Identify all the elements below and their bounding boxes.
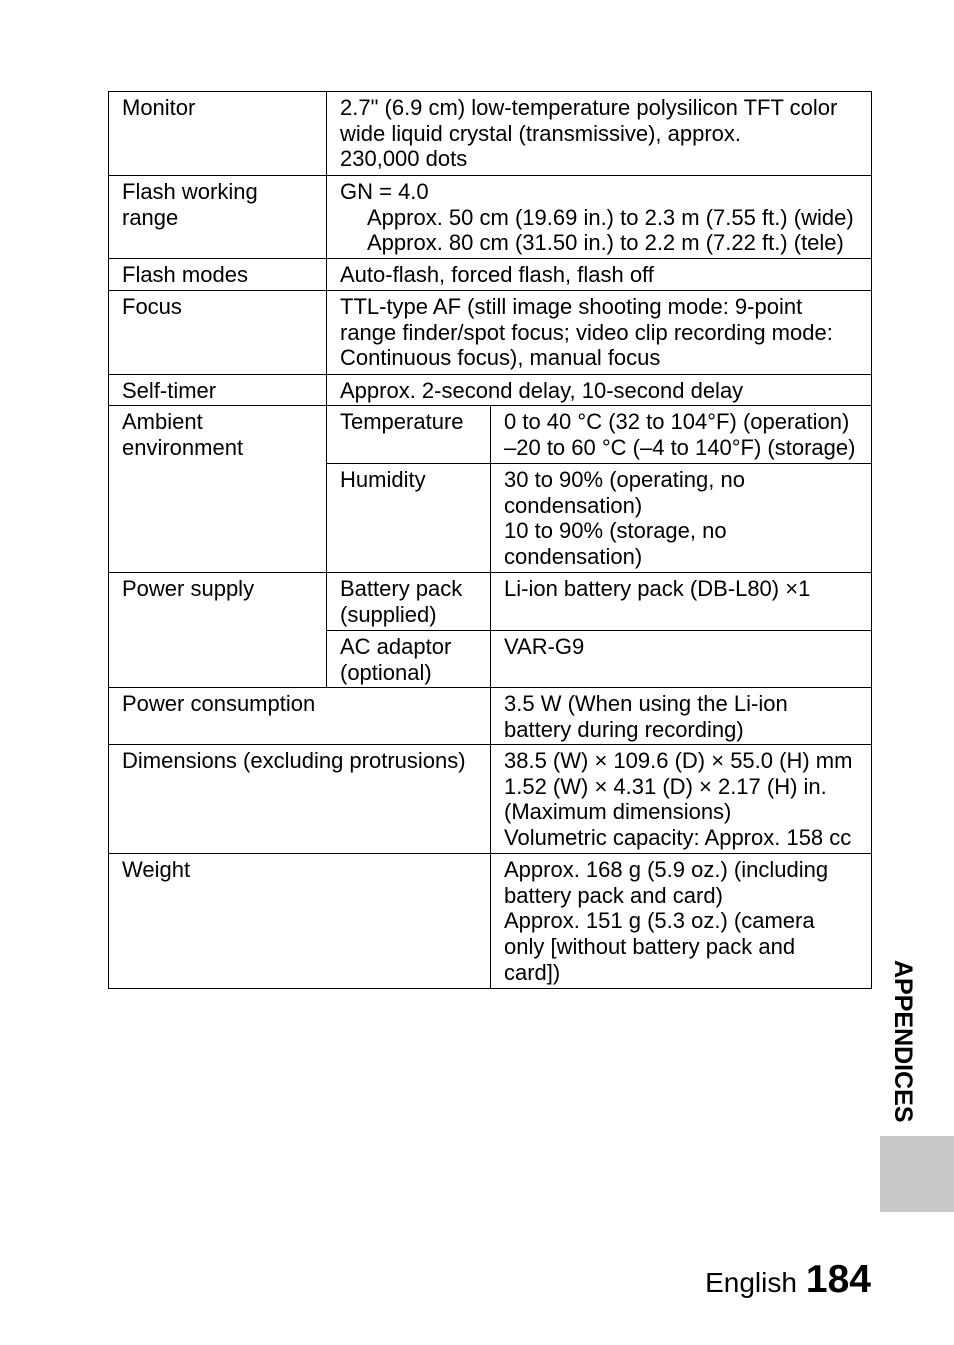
spec-value-temperature — [491, 406, 872, 464]
spec-value-line: condensation) — [504, 492, 643, 518]
spec-sublabel-text: AC adaptor — [340, 634, 452, 659]
spec-sublabel-ac-adaptor — [327, 631, 491, 688]
spec-label-dimensions — [109, 745, 491, 854]
spec-row-monitor — [109, 92, 872, 176]
spec-row-focus — [109, 291, 872, 375]
spec-value-weight — [491, 854, 872, 989]
spec-label-text: Power supply — [122, 576, 255, 601]
spec-sublabel-text: Battery pack — [340, 576, 463, 601]
spec-row-self-timer — [109, 375, 872, 406]
guide-number-line: GN = 4.0 — [340, 179, 429, 204]
spec-value-line: card]) — [504, 959, 561, 985]
spec-value-dimensions — [491, 745, 872, 854]
spec-label-text: Ambient — [122, 409, 203, 434]
spec-value-flash-modes — [327, 259, 872, 291]
spec-label-text: Power consumption — [122, 691, 316, 716]
spec-value-line: Continuous focus), manual focus — [340, 345, 661, 371]
section-tab-label: APPENDICES — [889, 960, 917, 1123]
spec-label-text: range — [122, 204, 179, 230]
spec-label-ambient-environment — [109, 406, 327, 573]
spec-label-monitor — [109, 92, 327, 176]
spec-value-line: –20 to 60 °C (–4 to 140°F) (storage) — [504, 434, 856, 460]
spec-label-text: Dimensions (excluding protrusions) — [122, 748, 466, 773]
specifications-table — [108, 91, 872, 989]
spec-row-flash-modes — [109, 259, 872, 291]
spec-value-line: 10 to 90% (storage, no — [504, 518, 727, 544]
spec-sublabel-text: (optional) — [340, 659, 432, 685]
spec-value-line: 2.7" (6.9 cm) low-temperature polysilicon TFT color — [340, 95, 838, 120]
spec-label-weight — [109, 854, 491, 989]
section-tab-marker — [880, 1136, 954, 1212]
spec-sublabel-text: Temperature — [340, 409, 464, 434]
spec-value-line: range finder/spot focus; video clip recording mode: — [340, 319, 833, 345]
spec-label-text: Flash working — [122, 179, 258, 204]
spec-value-monitor — [327, 92, 872, 176]
spec-sublabel-temperature — [327, 406, 491, 464]
spec-sublabel-battery-pack — [327, 573, 491, 631]
spec-value-line: condensation) — [504, 544, 643, 570]
spec-label-focus — [109, 291, 327, 375]
spec-value-ac-adaptor — [491, 631, 872, 688]
spec-value-line: Auto-flash, forced flash, flash off — [340, 262, 654, 287]
spec-value-line: battery during recording) — [504, 716, 744, 742]
spec-value-humidity — [491, 464, 872, 573]
spec-value-battery-pack — [491, 573, 872, 631]
spec-row-power-consumption — [109, 688, 872, 745]
spec-label-power-consumption — [109, 688, 491, 745]
spec-row-flash-working-range — [109, 176, 872, 259]
page-number: 184 — [805, 1258, 871, 1301]
spec-row-power-battery — [109, 573, 872, 631]
spec-value-self-timer — [327, 375, 872, 406]
spec-label-flash-modes — [109, 259, 327, 291]
spec-label-text: Self-timer — [122, 378, 217, 403]
spec-value-line: TTL-type AF (still image shooting mode: 9-point — [340, 294, 803, 319]
spec-value-line: Approx. 151 g (5.3 oz.) (camera — [504, 908, 815, 934]
spec-label-text: Monitor — [122, 95, 196, 120]
spec-sublabel-text: Humidity — [340, 467, 426, 492]
spec-value-line: wide liquid crystal (transmissive), approx. — [340, 120, 742, 146]
spec-sublabel-humidity — [327, 464, 491, 573]
spec-value-line: battery pack and card) — [504, 882, 723, 908]
page-footer — [705, 1260, 871, 1303]
spec-value-line: 1.52 (W) × 4.31 (D) × 2.17 (H) in. — [504, 773, 827, 799]
spec-value-flash-working-range — [327, 176, 872, 259]
spec-label-power-supply — [109, 573, 327, 688]
spec-label-flash-working-range — [109, 176, 327, 259]
spec-value-line: VAR-G9 — [504, 634, 585, 659]
spec-label-text: Weight — [122, 857, 191, 882]
spec-value-line: Approx. 168 g (5.9 oz.) (including — [504, 857, 829, 882]
spec-value-line: only [without battery pack and — [504, 934, 796, 960]
spec-row-ambient-temperature — [109, 406, 872, 464]
flash-range-wide-line: Approx. 50 cm (19.69 in.) to 2.3 m (7.55 ft.) (wide) — [367, 204, 854, 230]
spec-label-text: Flash modes — [122, 262, 248, 287]
spec-value-power-consumption — [491, 688, 872, 745]
spec-label-self-timer — [109, 375, 327, 406]
spec-row-weight — [109, 854, 872, 989]
spec-sublabel-text: (supplied) — [340, 601, 437, 627]
spec-value-line: 230,000 dots — [340, 146, 468, 172]
spec-value-line: 38.5 (W) × 109.6 (D) × 55.0 (H) mm — [504, 748, 853, 773]
spec-label-text: environment — [122, 434, 244, 460]
flash-range-tele-line: Approx. 80 cm (31.50 in.) to 2.2 m (7.22 ft.) (tele) — [367, 230, 844, 256]
spec-label-text: Focus — [122, 294, 182, 319]
spec-value-line: 30 to 90% (operating, no — [504, 467, 745, 492]
spec-value-line: 3.5 W (When using the Li-ion — [504, 691, 788, 716]
spec-value-focus — [327, 291, 872, 375]
spec-value-line: 0 to 40 °C (32 to 104°F) (operation) — [504, 409, 850, 434]
spec-row-dimensions — [109, 745, 872, 854]
spec-value-line: Approx. 2-second delay, 10-second delay — [340, 378, 744, 403]
spec-value-line: Volumetric capacity: Approx. 158 cc — [504, 825, 852, 851]
spec-value-line: Li-ion battery pack (DB-L80) ×1 — [504, 576, 811, 601]
spec-value-line: (Maximum dimensions) — [504, 799, 732, 825]
footer-language: English — [705, 1267, 797, 1298]
